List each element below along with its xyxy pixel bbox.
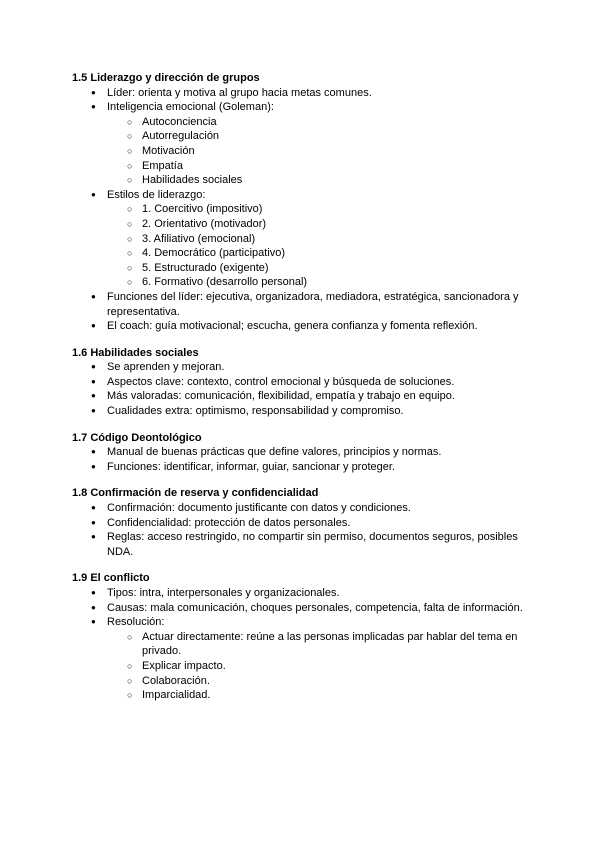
sub-list-item [107,115,542,130]
bullet-circle-icon: ○ [127,131,133,142]
list-item-text: Confirmación: documento justificante con datos y condiciones. [107,502,411,515]
bullet-circle-icon: ○ [127,204,133,215]
list-item-text: El coach: guía motivacional; escucha, genera confianza y fomenta reflexión. [107,320,478,333]
bullet-dot-icon: ● [91,189,96,199]
sub-list-item-text: 4. Democrático (participativo) [142,247,286,260]
sub-list-item-text: 6. Formativo (desarrollo personal) [142,276,308,289]
list-item [72,319,542,334]
list-item [72,501,542,516]
sub-list-item [107,659,542,674]
sub-list-item-text: Imparcialidad. [142,689,211,702]
bullet-circle-icon: ○ [127,175,133,186]
sub-list-item [107,159,542,174]
sub-list-item-text: Empatía [142,159,183,172]
list-item [72,100,542,188]
bullet-circle-icon: ○ [127,660,133,671]
sub-list-item-text: Colaboración. [142,674,210,687]
bullet-dot-icon: ● [91,602,96,612]
list-item [72,586,542,601]
sub-list-item [107,688,542,703]
bullet-dot-icon: ● [91,362,96,372]
bullet-circle-icon: ○ [127,277,133,288]
list-item [72,375,542,390]
list-item [72,188,542,290]
section-heading: 1.9 El conflicto [72,572,150,585]
bullet-list [72,86,542,334]
sub-list-item-text: 2. Orientativo (motivador) [142,217,267,230]
list-item [72,404,542,419]
list-item-text: Causas: mala comunicación, choques personales, competencia, falta de información. [107,601,523,614]
sub-list [107,202,542,290]
sub-list-item [107,630,542,659]
section-heading: 1.5 Liderazgo y dirección de grupos [72,72,260,84]
list-item-text: Resolución: [107,616,165,629]
list-item [72,460,542,475]
bullet-dot-icon: ● [91,532,96,542]
list-item-text: Manual de buenas prácticas que define valores, principios y normas. [107,446,442,459]
document-content [72,71,542,715]
list-item [72,389,542,404]
bullet-dot-icon: ● [91,376,96,386]
list-item-text: Reglas: acceso restringido, no compartir sin permiso, documentos seguros, posibles NDA. [107,531,518,558]
bullet-list [72,360,542,418]
list-item [72,615,542,703]
sub-list-item [107,144,542,159]
list-item-text: Inteligencia emocional (Goleman): [107,101,274,114]
sub-list-item-text: Autoconciencia [142,115,217,128]
sub-list-item-text: 3. Afiliativo (emocional) [142,232,256,245]
bullet-circle-icon: ○ [127,233,133,244]
bullet-dot-icon: ● [91,447,96,457]
sub-list [107,630,542,703]
bullet-circle-icon: ○ [127,218,133,229]
bullet-dot-icon: ● [91,102,96,112]
list-item [72,360,542,375]
list-item [72,290,542,319]
bullet-dot-icon: ● [91,588,96,597]
sub-list-item [107,232,542,247]
bullet-circle-icon: ○ [127,160,133,171]
bullet-list [72,501,542,559]
list-item [72,530,542,559]
bullet-dot-icon: ● [91,406,96,416]
sub-list-item [107,246,542,261]
sub-list-item [107,129,542,144]
section [72,346,542,419]
section [72,486,542,559]
list-item [72,601,542,616]
sub-list-item [107,275,542,290]
sub-list-item [107,217,542,232]
bullet-circle-icon: ○ [127,631,133,642]
bullet-dot-icon: ● [91,617,96,627]
list-item-text: Tipos: intra, interpersonales y organizacionales. [107,587,340,599]
bullet-circle-icon: ○ [127,248,133,259]
sub-list-item-text: Autorregulación [142,130,220,143]
list-item [72,445,542,460]
bullet-circle-icon: ○ [127,690,133,701]
list-item-text: Funciones del líder: ejecutiva, organizadora, mediadora, estratégica, sancionadora y representativa. [107,290,519,318]
sub-list-item-text: Motivación [142,144,195,157]
sub-list-item [107,173,542,188]
sub-list-item-text: 1. Coercitivo (impositivo) [142,203,263,216]
bullet-dot-icon: ● [91,517,96,527]
sub-list-item-text: Habilidades sociales [142,174,243,187]
bullet-list [72,586,542,703]
list-item-text: Confidencialidad: protección de datos personales. [107,516,351,529]
bullet-dot-icon: ● [91,503,96,513]
section-heading: 1.6 Habilidades sociales [72,346,199,359]
sub-list-item [107,261,542,276]
bullet-dot-icon: ● [91,321,96,331]
sub-list-item-text: Actuar directamente: reúne a las personas implicadas par hablar del tema en privado. [142,630,518,658]
list-item-text: Líder: orienta y motiva al grupo hacia metas comunes. [107,86,372,99]
section-heading: 1.7 Código Deontológico [72,431,202,444]
list-item-text: Se aprenden y mejoran. [107,361,225,374]
section [72,431,542,475]
section [72,71,542,334]
bullet-circle-icon: ○ [127,145,133,156]
section-heading: 1.8 Confirmación de reserva y confidencialidad [72,487,319,500]
bullet-dot-icon: ● [91,391,96,401]
bullet-dot-icon: ● [91,291,96,301]
list-item-text: Más valoradas: comunicación, flexibilidad, empatía y trabajo en equipo. [107,390,455,403]
list-item [72,516,542,531]
sub-list [107,115,542,188]
list-item-text: Estilos de liderazgo: [107,188,206,201]
sub-list-item-text: 5. Estructurado (exigente) [142,261,269,274]
bullet-circle-icon: ○ [127,116,133,127]
list-item-text: Funciones: identificar, informar, guiar, sancionar y proteger. [107,460,395,473]
sub-list-item-text: Explicar impacto. [142,659,226,672]
list-item [72,86,542,101]
sub-list-item [107,202,542,217]
bullet-dot-icon: ● [91,461,96,471]
bullet-dot-icon: ● [91,87,96,97]
list-item-text: Aspectos clave: contexto, control emocional y búsqueda de soluciones. [107,375,455,388]
bullet-circle-icon: ○ [127,262,133,273]
sub-list-item [107,674,542,689]
list-item-text: Cualidades extra: optimismo, responsabilidad y compromiso. [107,405,404,418]
bullet-circle-icon: ○ [127,675,133,686]
bullet-list [72,445,542,474]
section [72,571,542,702]
